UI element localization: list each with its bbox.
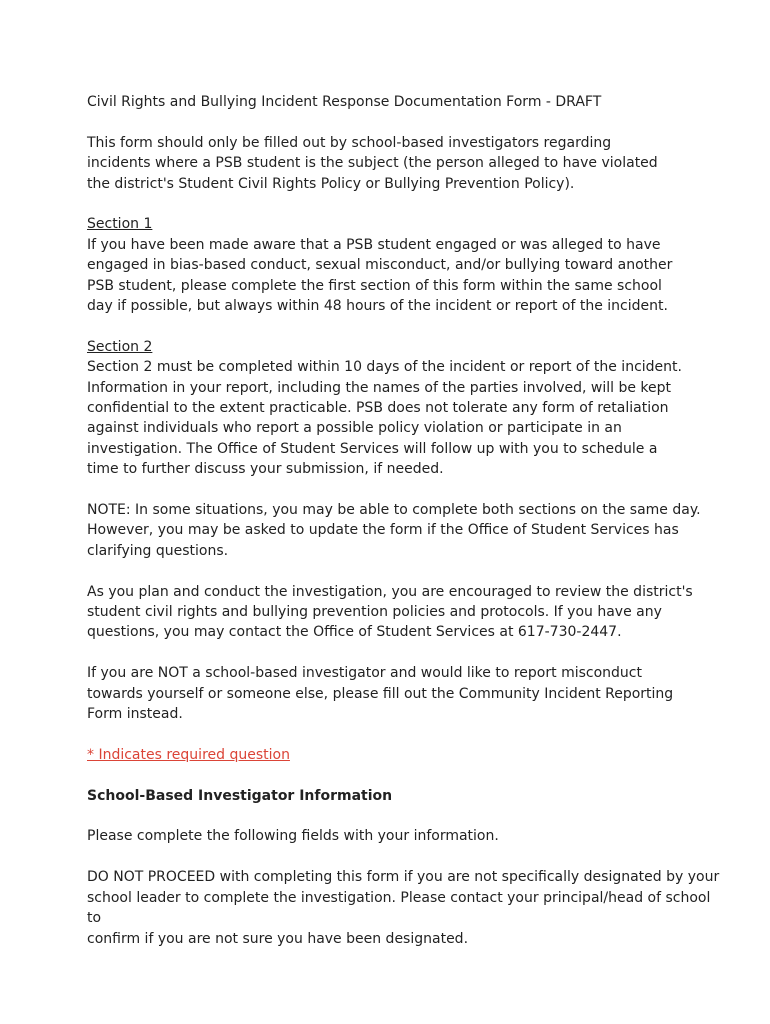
required-note: * Indicates required question xyxy=(87,746,290,763)
section-1-heading: Section 1 xyxy=(87,216,153,233)
investigator-heading: School-Based Investigator Information xyxy=(87,787,393,804)
warning-paragraph: DO NOT PROCEED with completing this form if you are not specifically designated by your school leader to complete the investigation. Please contact your principal/head of school to confirm if you are not sure you have been designated. xyxy=(87,869,720,947)
intro-paragraph: This form should only be filled out by school-based investigators regarding incidents where a PSB student is the subject (the person alleged to have violated the district's Student Civil Rights Policy or Bullying Prevention Policy). xyxy=(87,134,658,192)
not-investigator-paragraph: If you are NOT a school-based investigator and would like to report misconduct towards yourself or someone else, please fill out the Community Incident Reporting Form instead. xyxy=(87,665,674,723)
section-1-block: Section 1 If you have been made aware that a PSB student engaged or was alleged to have engaged in bias-based conduct, sexual misconduct, and/or bullying toward another PSB student, please complete the first section of this form within the same school day if possible, but always within 48 hours of the incident or report of the incident. xyxy=(87,214,727,316)
investigator-instruction: Please complete the following fields with your information. xyxy=(87,828,499,845)
document-page xyxy=(87,92,727,969)
note-paragraph: NOTE: In some situations, you may be able to complete both sections on the same day. However, you may be asked to update the form if the Office of Student Services has clarifying questions. xyxy=(87,502,701,559)
document-title: Civil Rights and Bullying Incident Response Documentation Form - DRAFT xyxy=(87,94,602,110)
section-2-heading: Section 2 xyxy=(87,338,153,355)
section-2-block: Section 2 Section 2 must be completed within 10 days of the incident or report of the incident. Information in your report, including the names of the parties involved, will be kept confidential to the extent practicable. PSB does not tolerate any form of retaliation against individuals who report a possible policy violation or participate in an investigation. The Office of Student Services will follow up with you to schedule a time to further discuss your submission, if needed. xyxy=(87,337,727,480)
plan-paragraph: As you plan and conduct the investigation, you are encouraged to review the district's student civil rights and bullying prevention policies and protocols. If you have any questions, you may contact the Office of Student Services at 617-730-2447. xyxy=(87,583,693,641)
